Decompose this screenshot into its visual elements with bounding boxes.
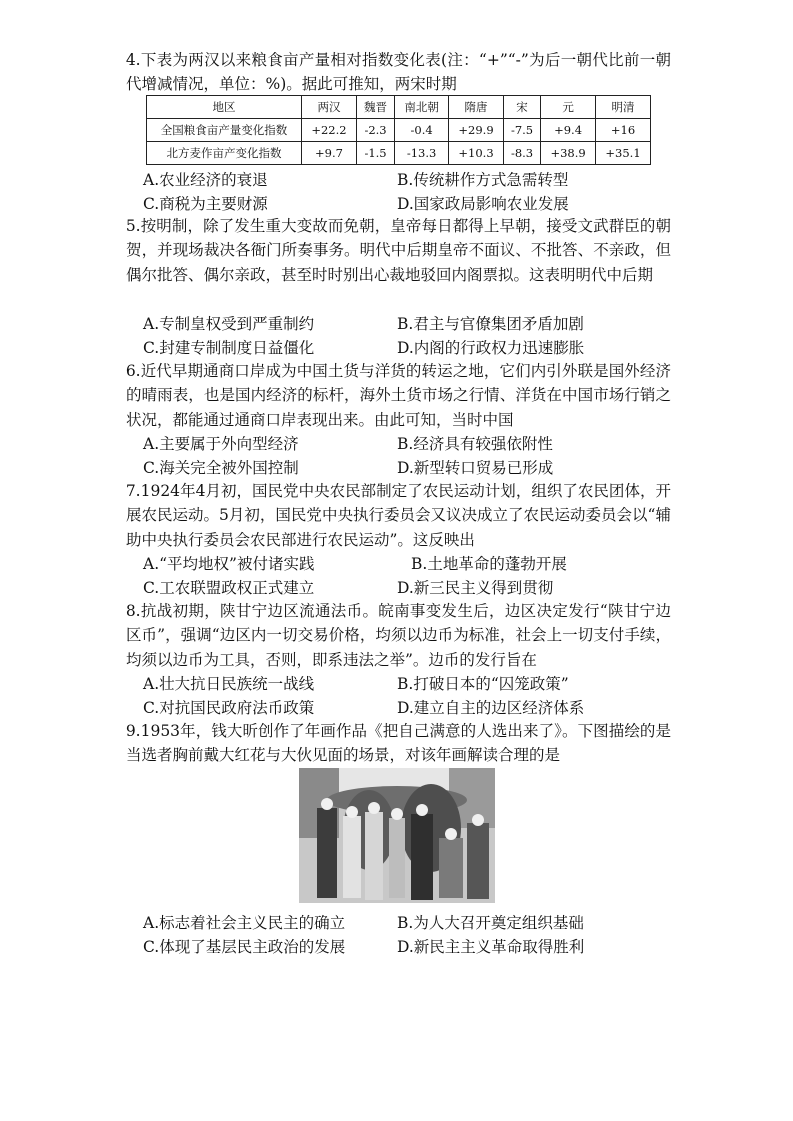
option-a[interactable]: A.农业经济的衰退 bbox=[143, 171, 268, 189]
option-d[interactable]: D.新三民主义得到贯彻 bbox=[397, 579, 554, 597]
option-c[interactable]: C.体现了基层民主政治的发展 bbox=[143, 938, 346, 956]
table-cell: +22.2 bbox=[302, 119, 357, 142]
option-d[interactable]: D.建立自主的边区经济体系 bbox=[397, 699, 585, 717]
new-year-painting-image bbox=[299, 768, 495, 903]
option-a[interactable]: A.壮大抗日民族统一战线 bbox=[143, 675, 315, 693]
option-c[interactable]: C.海关完全被外国控制 bbox=[143, 459, 299, 477]
question-5-stem: 5.按明制，除了发生重大变故而免朝，皇帝每日都得上早朝，接受文武群臣的朝贺，并现场裁决各衙门所奏事务。明代中后期皇帝不面议、不批答、不亲政，但偶尔批答、偶尔亲政，甚至时时别出心裁地驳回内阁票拟。这表明明代中后期 bbox=[125, 217, 671, 284]
option-a[interactable]: A.“平均地权”被付诸实践 bbox=[143, 555, 315, 573]
table-cell: 魏晋 bbox=[356, 96, 394, 119]
table-cell: 南北朝 bbox=[395, 96, 449, 119]
question-6 bbox=[126, 359, 671, 432]
table-cell: -2.3 bbox=[356, 119, 394, 142]
table-cell: +10.3 bbox=[449, 142, 504, 165]
option-c[interactable]: C.工农联盟政权正式建立 bbox=[143, 579, 315, 597]
table-cell: -1.5 bbox=[356, 142, 394, 165]
question-9-stem: 9.1953年，钱大昕创作了年画作品《把自己满意的人选出来了》。下图描绘的是当选者胸前戴大红花与大伙见面的场景，对该年画解读合理的是 bbox=[125, 722, 671, 765]
question-5 bbox=[126, 214, 671, 287]
option-c[interactable]: C.商税为主要财源 bbox=[143, 195, 268, 213]
question-9 bbox=[126, 719, 671, 768]
table-row bbox=[147, 142, 651, 165]
table-row bbox=[147, 119, 651, 142]
question-7-stem: 7.1924年4月初，国民党中央农民部制定了农民运动计划，组织了农民团体，开展农民运动。5月初，国民党中央执行委员会又议决成立了农民运动委员会以“辅助中央执行委员会农民部进行农民运动”。这反映出 bbox=[125, 482, 671, 549]
table-cell: 隋唐 bbox=[449, 96, 504, 119]
option-a[interactable]: A.标志着社会主义民主的确立 bbox=[143, 914, 346, 932]
table-header-row bbox=[147, 96, 651, 119]
table-cell: 地区 bbox=[147, 96, 302, 119]
table-cell: +9.7 bbox=[302, 142, 357, 165]
option-d[interactable]: D.新民主主义革命取得胜利 bbox=[397, 938, 585, 956]
table-cell: 北方麦作亩产变化指数 bbox=[147, 142, 302, 165]
table-cell: +29.9 bbox=[449, 119, 504, 142]
option-c[interactable]: C.对抗国民政府法币政策 bbox=[143, 699, 315, 717]
table-cell: +16 bbox=[596, 119, 651, 142]
option-b[interactable]: B.为人大召开奠定组织基础 bbox=[397, 914, 584, 932]
table-cell: -13.3 bbox=[395, 142, 449, 165]
option-d[interactable]: D.新型转口贸易已形成 bbox=[397, 459, 554, 477]
question-8-stem: 8.抗战初期，陕甘宁边区流通法币。皖南事变发生后，边区决定发行“陕甘宁边区币”，强调“边区内一切交易价格，均须以边币为标准，社会上一切支付手续，均须以边币为工具，否则，即系违法之举”。边币的发行旨在 bbox=[125, 602, 671, 669]
table-cell: 全国粮食亩产量变化指数 bbox=[147, 119, 302, 142]
table-cell: -8.3 bbox=[503, 142, 540, 165]
table-cell: 元 bbox=[541, 96, 596, 119]
option-d[interactable]: D.国家政局影响农业发展 bbox=[397, 195, 569, 213]
table-cell: 明清 bbox=[596, 96, 651, 119]
table-cell: +38.9 bbox=[541, 142, 596, 165]
table-cell: +9.4 bbox=[541, 119, 596, 142]
option-a[interactable]: A.主要属于外向型经济 bbox=[143, 435, 299, 453]
option-b[interactable]: B.传统耕作方式急需转型 bbox=[397, 171, 569, 189]
option-b[interactable]: B.打破日本的“囚笼政策” bbox=[397, 675, 569, 693]
question-4 bbox=[126, 48, 671, 97]
option-b[interactable]: B.土地革命的蓬勃开展 bbox=[411, 555, 567, 573]
option-b[interactable]: B.君主与官僚集团矛盾加剧 bbox=[397, 315, 584, 333]
table-cell: 宋 bbox=[503, 96, 540, 119]
option-c[interactable]: C.封建专制制度日益僵化 bbox=[143, 339, 315, 357]
table-cell: +35.1 bbox=[596, 142, 651, 165]
yield-index-table bbox=[146, 95, 651, 165]
table-cell: -0.4 bbox=[395, 119, 449, 142]
crowd-scene-illustration bbox=[299, 768, 495, 903]
question-6-stem: 6.近代早期通商口岸成为中国土货与洋货的转运之地，它们内引外联是国外经济的晴雨表，也是国内经济的标杆，海外土货市场之行情、洋货在中国市场行销之状况，都能通过通商口岸表现出来。由此可知，当时中国 bbox=[125, 362, 671, 429]
question-7 bbox=[126, 479, 671, 552]
option-b[interactable]: B.经济具有较强依附性 bbox=[397, 435, 553, 453]
option-a[interactable]: A.专制皇权受到严重制约 bbox=[143, 315, 315, 333]
option-d[interactable]: D.内阁的行政权力迅速膨胀 bbox=[397, 339, 585, 357]
table-cell: 两汉 bbox=[302, 96, 357, 119]
question-8 bbox=[126, 599, 671, 672]
table-cell: -7.5 bbox=[503, 119, 540, 142]
question-4-stem: 4.下表为两汉以来粮食亩产量相对指数变化表(注：“+”“-”为后一朝代比前一朝代增减情况，单位：%)。据此可推知，两宋时期 bbox=[125, 51, 671, 94]
